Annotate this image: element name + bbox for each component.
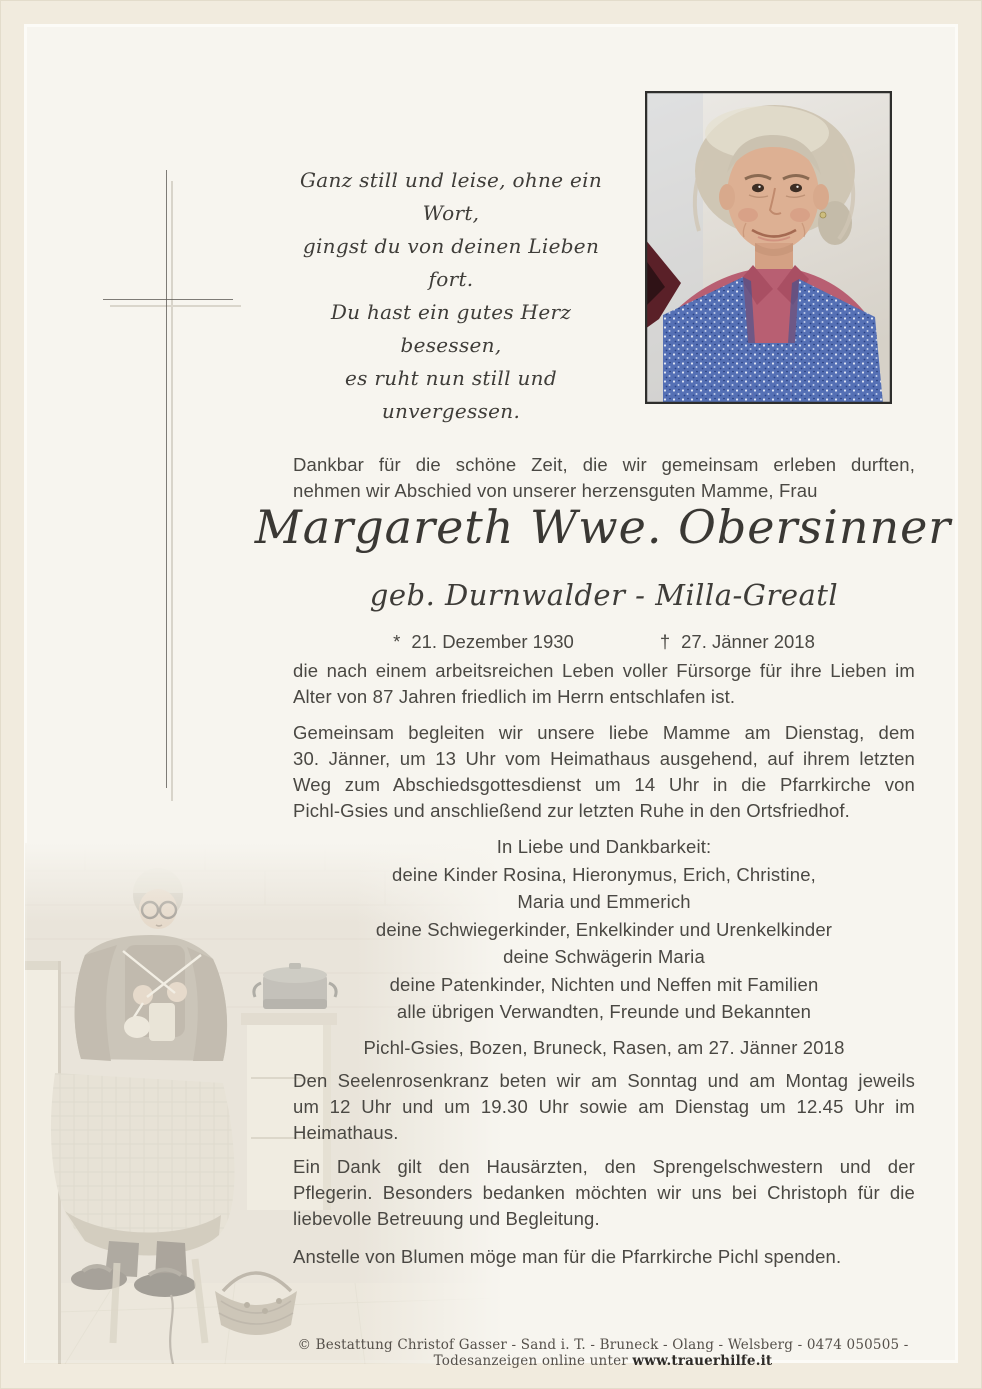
death-notice <box>293 658 915 710</box>
mourners-line: deine Schwiegerkinder, Enkelkinder und Urenkelkinder <box>375 918 833 940</box>
rosary-line: Heimathaus. <box>293 1122 399 1143</box>
funeral-info-line: 30. Jänner, um 13 Uhr vom Heimathaus ausgehend, auf ihrem letzten <box>293 748 915 769</box>
thanks-line: Pflegerin. Besonders bedanken möchten wir uns bei Christoph für die <box>293 1182 915 1203</box>
intro-line: nehmen wir Abschied von unserer herzensguten Mamme, Frau <box>293 480 818 501</box>
funeral-info-line: Weg zum Abschiedsgottesdienst um 14 Uhr in die Pfarrkirche von <box>293 774 915 795</box>
portrait-scene <box>645 91 892 404</box>
rosary-info <box>293 1068 915 1146</box>
mourners-line: deine Schwägerin Maria <box>503 946 705 967</box>
cross-vertical-shadow <box>171 181 173 801</box>
death-notice-line: Alter von 87 Jahren friedlich im Herrn entschlafen ist. <box>293 686 736 707</box>
memorial-poem <box>283 164 619 428</box>
footer-website-link[interactable]: www.trauerhilfe.it <box>632 1353 773 1369</box>
mourners-line: deine Patenkinder, Nichten und Neffen mit Familien <box>389 973 819 995</box>
thanks-line: liebevolle Betreuung und Begleitung. <box>293 1208 600 1229</box>
poem-line: Ganz still und leise, ohne ein Wort, <box>300 168 602 225</box>
rosary-line: um 12 Uhr und um 19.30 Uhr sowie am Dienstag um 12.45 Uhr im <box>293 1096 915 1117</box>
mourners-title: In Liebe und Dankbarkeit: <box>496 836 712 857</box>
funeral-info <box>293 720 915 824</box>
birth-date-group <box>393 631 574 653</box>
intro-text <box>293 452 915 504</box>
intro-line: Dankbar für die schöne Zeit, die wir gemeinsam erleben durften, <box>293 454 915 475</box>
cross-horizontal-shadow <box>110 305 241 307</box>
death-date: 27. Jänner 2018 <box>681 631 815 652</box>
mourners-line: deine Kinder Rosina, Hieronymus, Erich, Christine, <box>392 863 816 885</box>
cross-horizontal-line <box>103 299 233 300</box>
life-dates <box>293 631 915 653</box>
cross-vertical-line <box>166 170 167 788</box>
mourners-line: alle übrigen Verwandten, Freunde und Bekannten <box>396 1001 812 1022</box>
mourners-list <box>293 833 915 1026</box>
thanks-text <box>293 1154 915 1232</box>
funeral-info-line: Pichl-Gsies und anschließend zur letzten Ruhe in den Ortsfriedhof. <box>293 800 850 821</box>
portrait-photo <box>645 91 892 404</box>
birth-date: 21. Dezember 1930 <box>411 631 574 652</box>
death-date-group <box>660 631 815 653</box>
thanks-line: Ein Dank gilt den Hausärzten, den Sprengelschwestern und der <box>293 1156 915 1177</box>
birth-star-symbol: * <box>393 631 401 652</box>
poem-line: Du hast ein gutes Herz besessen, <box>330 300 572 357</box>
death-cross-symbol: † <box>659 631 671 652</box>
mourners-line: Maria und Emmerich <box>517 891 691 912</box>
deceased-name: Margareth Wwe. Obersinner <box>254 500 952 554</box>
footer-text: © Bestattung Christof Gasser - Sand i. T. - Bruneck - Olang - Welsberg - 0474 050505 - Todesanzeigen online unter <box>297 1337 909 1369</box>
rosary-line: Den Seelenrosenkranz beten wir am Sonntag und am Montag jeweils <box>293 1070 915 1091</box>
place-date-line: Pichl-Gsies, Bozen, Bruneck, Rasen, am 27. Jänner 2018 <box>363 1037 845 1058</box>
funeral-info-line: Gemeinsam begleiten wir unsere liebe Mamme am Dienstag, dem <box>293 722 915 743</box>
poem-line: es ruht nun still und unvergessen. <box>345 366 557 423</box>
death-notice-line: die nach einem arbeitsreichen Leben voller Fürsorge für ihre Lieben im <box>293 660 915 681</box>
donation-note: Anstelle von Blumen möge man für die Pfarrkirche Pichl spenden. <box>293 1246 842 1267</box>
footer <box>250 1337 956 1369</box>
poem-line: gingst du von deinen Lieben fort. <box>302 234 600 291</box>
maiden-name: geb. Durnwalder - Milla-Greatl <box>369 578 839 612</box>
